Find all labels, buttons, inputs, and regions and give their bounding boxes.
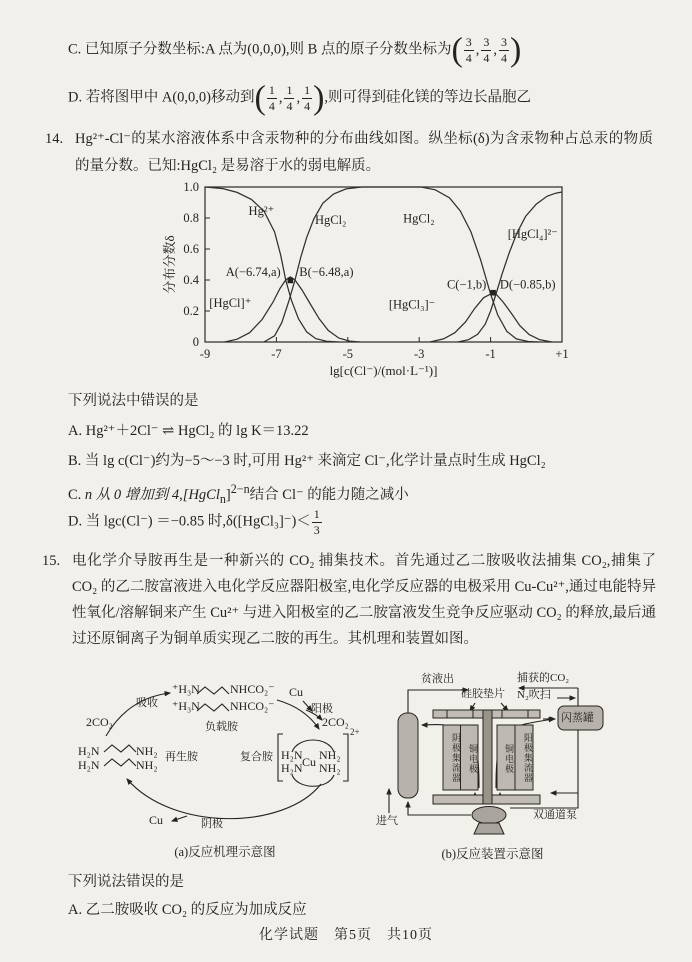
y-tick-label: 0: [192, 335, 199, 349]
prev-option-d-tail: ,则可得到硅化镁的等边长晶胞乙: [324, 89, 532, 106]
q15-lead: 下列说法错误的是: [68, 874, 184, 890]
cu-anode-label: Cu: [289, 685, 304, 699]
regen-nh2: NH₂: [136, 744, 158, 758]
fraction: $\frac{3}{4}$: [483, 35, 490, 65]
gasket-label: 硅胶垫片: [461, 688, 505, 700]
q14-option-a: A. Hg²⁺＋2Cl⁻ ⇌ HgCl₂ 的 lg K＝13.22: [68, 423, 309, 439]
loaded-amine-left: ⁺H₃N: [172, 682, 200, 696]
loaded-amine-name: 负载胺: [205, 721, 238, 733]
flash-tank-label: 闪蒸罐: [561, 712, 594, 724]
fraction: $\frac{1}{4}$: [286, 83, 293, 113]
curve-label: HgCl₂: [314, 213, 347, 228]
y-tick-label: 0.6: [183, 242, 199, 256]
x-tick-label: -9: [199, 347, 211, 361]
curve-label: [HgCl₄]²⁻: [507, 227, 558, 242]
point-label: C(−1,b): [446, 277, 487, 292]
paren-open: (: [451, 31, 463, 69]
complex-charge: 2+: [350, 727, 360, 737]
paren-close: ): [510, 31, 522, 69]
prev-option-c-text: 已知原子分数坐标:A 点为(0,0,0),则 B 点的原子分数坐标为: [84, 41, 452, 58]
lean-out-label: 贫液出: [421, 673, 454, 685]
cu-electrode-right-label: 铜电极: [504, 744, 514, 774]
y-tick-label: 0.8: [183, 211, 199, 225]
fraction: $\frac{1}{4}$: [304, 83, 311, 113]
x-tick-label: +1: [555, 347, 569, 361]
anode-collector-label: 阳极集流器: [523, 733, 533, 783]
complex-name: 复合胺: [240, 751, 273, 763]
prev-option-d: D. 若将图甲中 A(0,0,0)移动到( $\frac{1}{4}$ , $\frac{1}{4}$ , $\frac{1}{4}$ ),则可得到硅化镁的等边长晶胞乙: [68, 79, 532, 117]
diagram-b-device: [375, 668, 675, 865]
q15-option-a: A. 乙二胺吸收 CO₂ 的反应为加成反应: [68, 902, 307, 918]
cu-center-label: Cu: [302, 755, 317, 769]
q14-option-c: C. n 从 0 增加到 4,[HgCl$_n$]$^{2-n}$结合 Cl⁻ 的能力随之减小: [68, 482, 409, 506]
x-tick-label: -5: [342, 347, 354, 361]
page-footer: 化学试题 第5页 共10页: [259, 928, 433, 943]
pump-label: 双通道泵: [533, 809, 577, 821]
x-tick-label: -7: [271, 347, 282, 361]
y-tick-label: 0.4: [183, 273, 199, 287]
co2-left-label: 2CO₂: [86, 715, 113, 729]
curve-label: [HgCl]⁺: [209, 296, 252, 311]
question-14-number: 14.: [45, 131, 64, 147]
captured-co2-label: 捕获的CO₂: [517, 672, 570, 684]
absorb-label: 吸收: [136, 697, 158, 709]
loaded-amine-right: NHCO₂⁻: [230, 682, 275, 696]
y-tick-label: 1.0: [183, 180, 199, 194]
gas-in-label: 进气: [376, 815, 398, 827]
regen-h2n: H₂N: [78, 744, 100, 758]
curve-label: HgCl₂: [403, 211, 435, 226]
h2n-label2: H₂N: [281, 761, 303, 775]
n2-purge-label: N₂吹扫: [517, 689, 551, 701]
fraction: $\frac{3}{4}$: [465, 35, 472, 65]
q14-option-b: B. 当 lg c(Cl⁻)约为−5～−3 时,可用 Hg²⁺ 来滴定 Cl⁻,化学计量点时生成 HgCl₂: [68, 453, 546, 469]
loaded-amine-left2: ⁺H₃N: [172, 699, 200, 713]
chart-ylabel: 分布分数δ: [162, 235, 177, 294]
regen-amine-name: 再生胺: [165, 751, 198, 763]
diagram-a-mechanism: [70, 672, 380, 867]
co2-right-label: 2CO₂: [322, 715, 349, 729]
distribution-chart: [163, 182, 575, 380]
prev-option-c-label: C.: [68, 41, 82, 58]
question-14-text: Hg²⁺-Cl⁻的某水溶液体系中含汞物种的分布曲线如图。纵坐标(δ)为含汞物种占总汞的物质的量分数。已知:HgCl₂ 是易溶于水的弱电解质。: [75, 131, 653, 174]
cu-electrode-left-label: 铜电极: [468, 744, 478, 774]
q14-option-d: D. 当 lgc(Cl⁻) ＝−0.85 时,δ([HgCl₃]⁻)＜ $\frac{1}{3}$: [68, 507, 320, 537]
nh2-label: NH₂: [319, 748, 341, 762]
curve-label: Hg²⁺: [248, 203, 275, 218]
cathode-collector-label: 阴极集流器: [451, 733, 461, 783]
cu-cathode-label: Cu: [149, 813, 164, 827]
regen-h2n2: H₂N: [78, 758, 100, 772]
prev-option-c: C. 已知原子分数坐标:A 点为(0,0,0),则 B 点的原子分数坐标为( $\frac{3}{4}$ , $\frac{3}{4}$ , $\frac{3}{4}$ ): [68, 31, 522, 69]
x-tick-label: -3: [413, 347, 425, 361]
loaded-amine-right2: NHCO₂⁻: [230, 699, 275, 713]
point-label: B(−6.48,a): [299, 265, 354, 280]
fraction: $\frac{1}{4}$: [268, 83, 275, 113]
q14-lead: 下列说法中错误的是: [68, 393, 199, 409]
diagram-b-caption: (b)反应装置示意图: [441, 847, 544, 861]
cathode-label: 阴极: [201, 818, 223, 830]
point-label: D(−0.85,b): [499, 277, 556, 292]
curve-[HgCl₃]⁻: [430, 292, 552, 342]
point-label: A(−6.74,a): [225, 265, 281, 280]
diagram-a-caption: (a)反应机理示意图: [174, 845, 276, 859]
fraction: $\frac{3}{4}$: [501, 35, 508, 65]
question-15-text: 电化学介导胺再生是一种新兴的 CO₂ 捕集技术。首先通过乙二胺吸收法捕集 CO₂,捕集了 CO₂ 的乙二胺富液进入电化学反应器阳极室,电化学反应器的电极采用 Cu-Cu²⁺,通过电能特异性氧化/溶解铜来产生 Cu²⁺ 与进入阳极室的乙二胺富液发生竞争反应驱动 CO₂ 的释放,最后通过还原铜离子为铜单质实现乙二胺的再生。其机理和装置如图。: [72, 553, 656, 647]
prev-option-d-label: D.: [68, 89, 83, 106]
chart-xlabel: lg[c(Cl⁻)/(mol·L⁻¹)]: [329, 363, 438, 378]
question-15-number: 15.: [42, 553, 61, 569]
prev-option-d-text: 若将图甲中 A(0,0,0)移动到: [85, 89, 255, 106]
question-15-stem: [42, 548, 656, 652]
h2n-label: H₂N: [281, 748, 303, 762]
fraction: $\frac{1}{3}$: [313, 507, 320, 537]
y-tick-label: 0.2: [183, 304, 199, 318]
anode-label: 阳极: [311, 703, 333, 715]
regen-nh2-2: NH₂: [136, 758, 158, 772]
crossing-marker: [288, 278, 294, 284]
crossing-marker: [490, 290, 496, 296]
curve-[HgCl₄]²⁻: [458, 192, 562, 342]
curve-label: [HgCl₃]⁻: [388, 297, 436, 312]
nh2-label2: NH₂: [319, 761, 341, 775]
question-14-stem: [45, 126, 653, 180]
chart-svg: [163, 182, 575, 380]
x-tick-label: -1: [485, 347, 496, 361]
